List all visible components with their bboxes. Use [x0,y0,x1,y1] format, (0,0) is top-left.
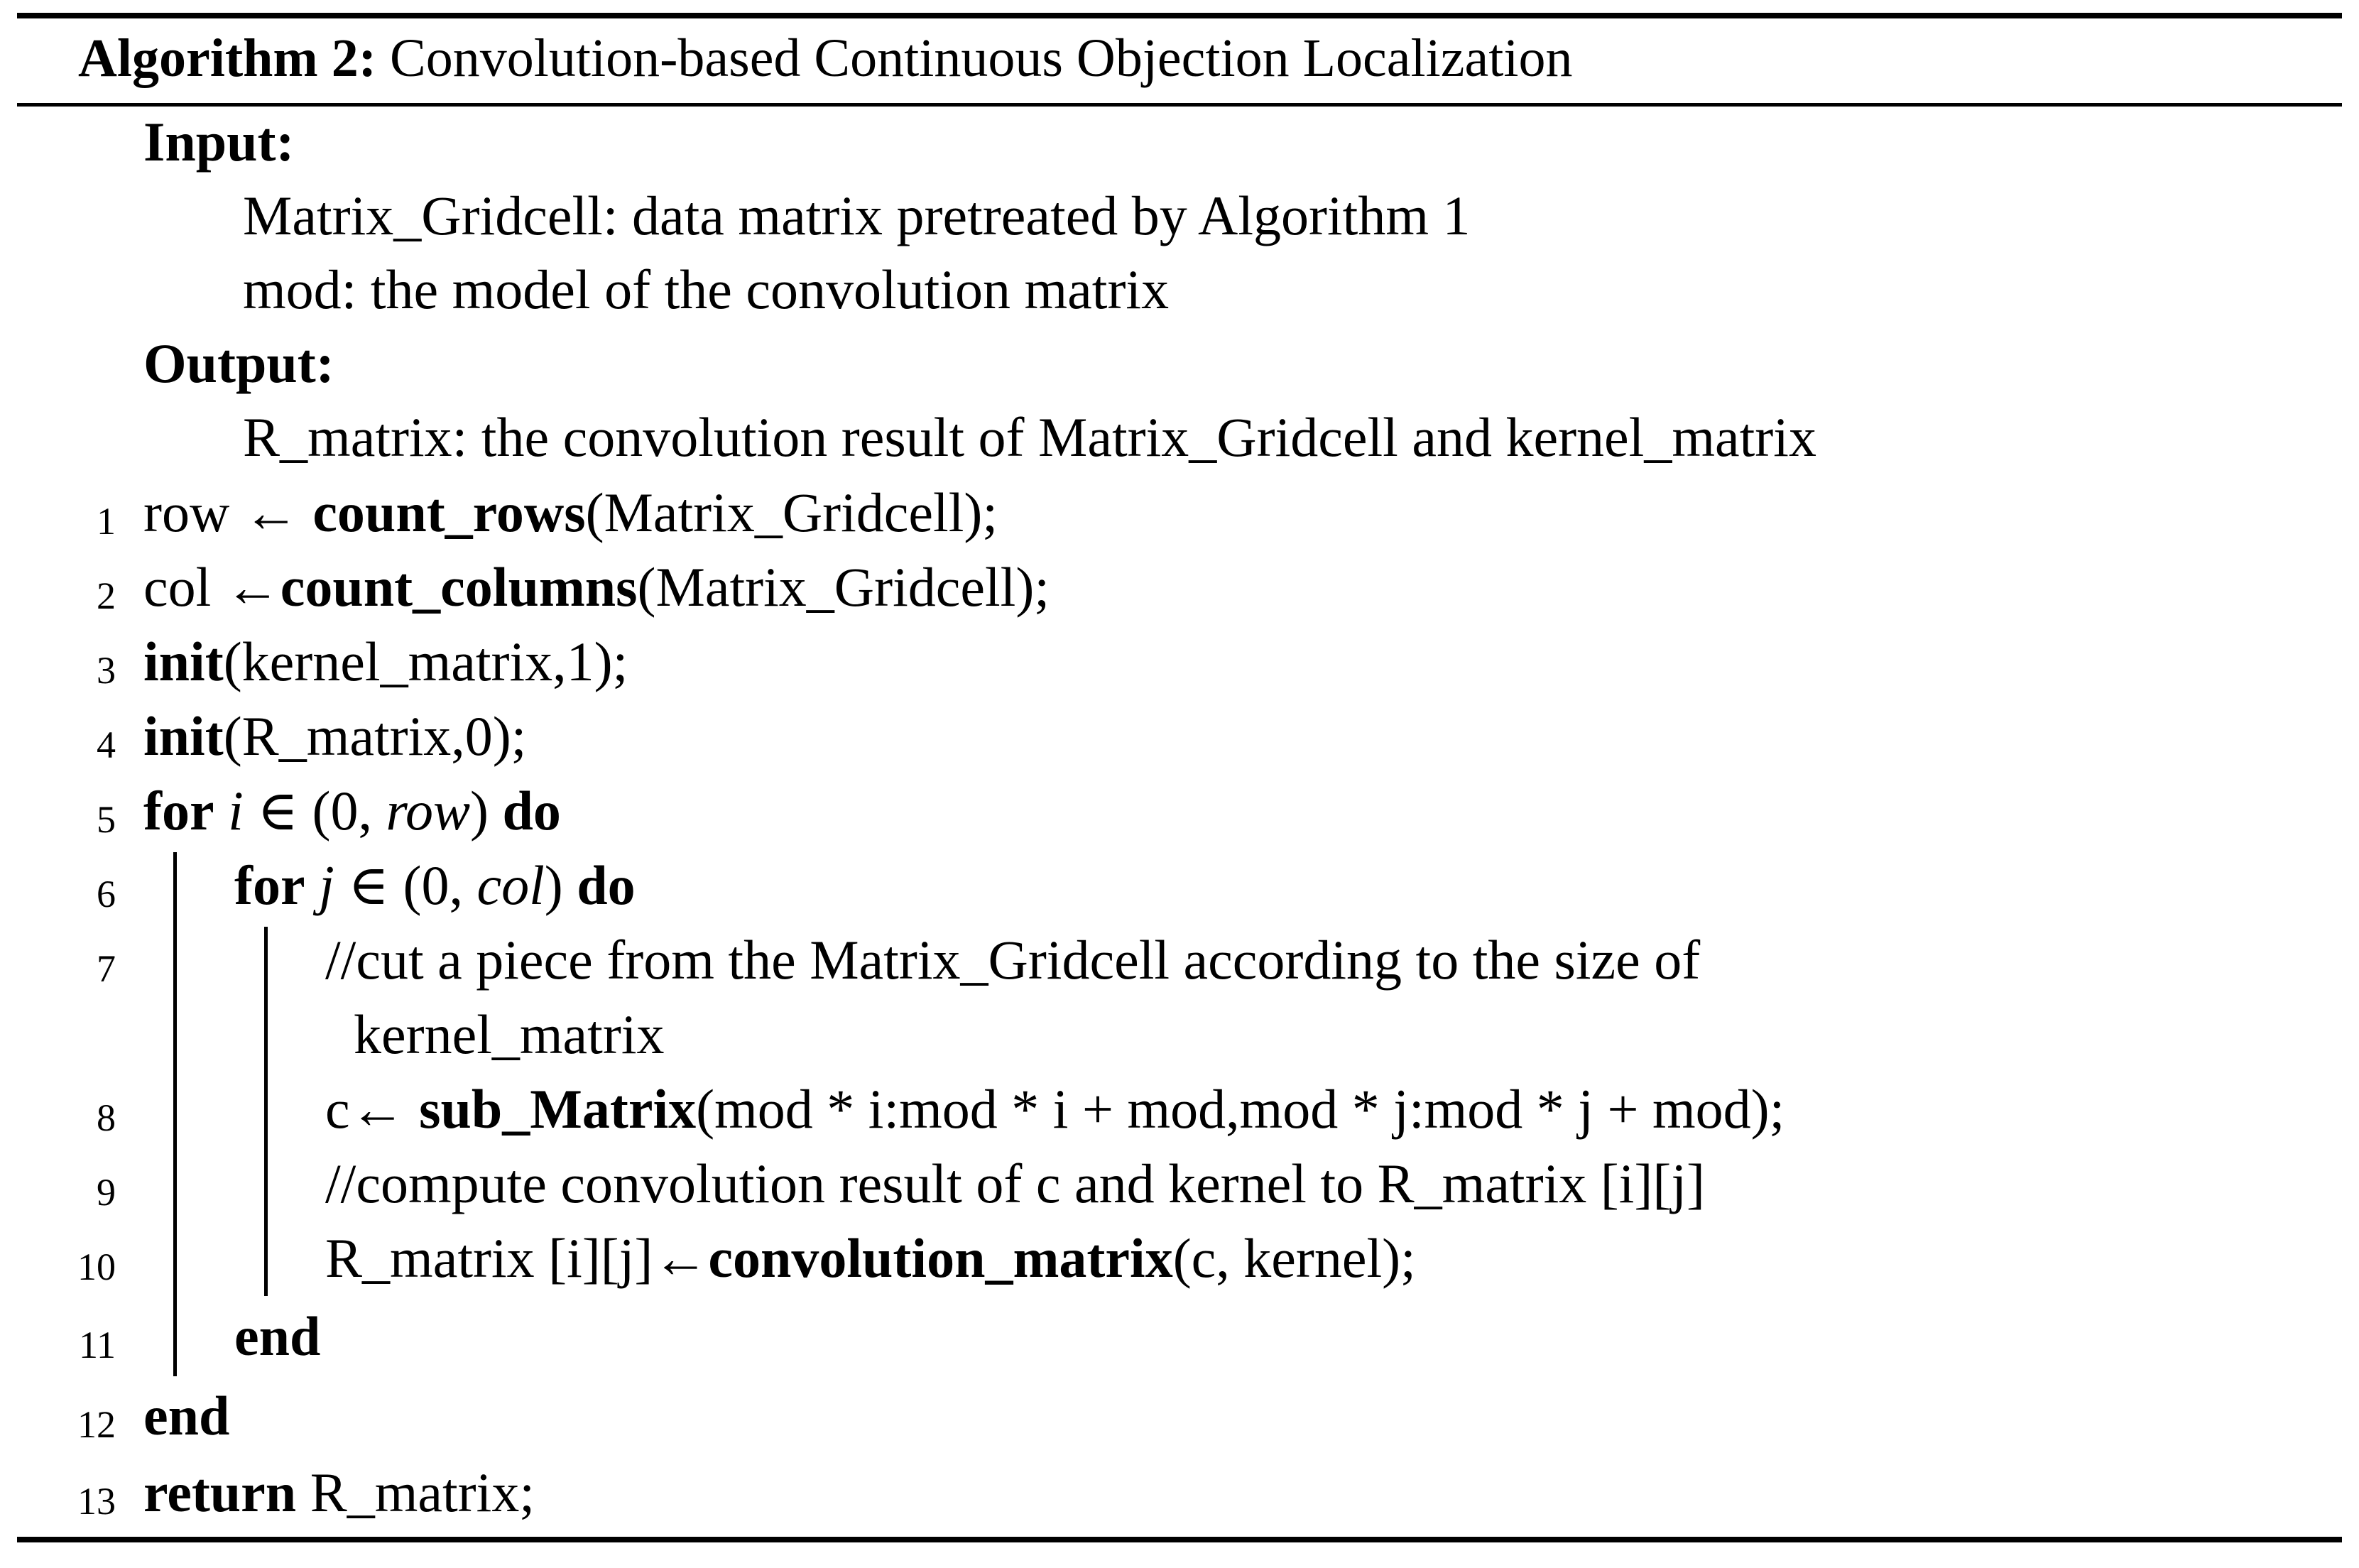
line-code [234,1300,320,1373]
comment: //cut a piece from the Matrix_Gridcell according to the size of [325,929,1701,991]
algorithm-line [0,1221,2359,1295]
algorithm-line [0,1456,2359,1530]
algorithm-line [0,1072,2359,1146]
line-number: 1 [97,500,116,543]
caption-title: Convolution-based Continuous Objection Localization [390,28,1573,88]
line-code: for j ∈ (0, col) do [234,854,636,916]
keyword: end [234,1305,321,1367]
line-number: 13 [77,1480,116,1523]
keyword: do [577,854,636,916]
algorithm-line [0,849,2359,922]
line-code [143,1379,229,1453]
line-number: 6 [97,873,116,915]
algorithm-line [0,550,2359,624]
line-code: col ←count_columns(Matrix_Gridcell); [143,556,1050,618]
keyword: count_columns [280,556,638,618]
algorithm-line [0,1379,2359,1453]
line-number: 5 [97,798,116,841]
algorithm-line [0,923,2359,997]
output-item: R_matrix: the convolution result of Matrix_Gridcell and kernel_matrix [243,406,1816,468]
keyword: end [143,1385,230,1447]
caption-rule [17,103,2342,107]
algorithm-line [0,1300,2359,1373]
line-number: 8 [97,1096,116,1139]
line-number: 4 [97,724,116,766]
line-code: return R_matrix; [143,1461,535,1523]
keyword: init [143,631,224,692]
algorithm-line [0,699,2359,773]
line-number: 12 [77,1403,116,1446]
line-number: 10 [77,1246,116,1288]
keyword: return [143,1461,297,1523]
keyword: sub_Matrix [419,1078,697,1140]
output-heading: Output: [143,332,334,394]
keyword: convolution_matrix [708,1227,1173,1289]
keyword: for [143,780,214,842]
algorithm-caption [78,21,1572,95]
line-code: init(R_matrix,0); [143,705,527,767]
top-rule [17,13,2342,18]
keyword: count_rows [312,481,586,543]
algorithm-line [0,625,2359,699]
line-number: 9 [97,1171,116,1214]
line-code: c← sub_Matrix(mod * i:mod * i + mod,mod * j:mod * j + mod); [325,1078,1785,1140]
line-code: for i ∈ (0, row) do [143,780,561,842]
keyword: for [234,854,305,916]
algorithm-line-continuation [0,998,2359,1072]
input-item: Matrix_Gridcell: data matrix pretreated by Algorithm 1 [243,185,1471,246]
keyword: do [502,780,561,842]
comment: //compute convolution result of c and kernel to R_matrix [i][j] [325,1153,1705,1214]
line-code: init(kernel_matrix,1); [143,631,628,692]
bottom-rule [17,1537,2342,1542]
line-code: R_matrix [i][j]←convolution_matrix(c, kernel); [325,1227,1416,1289]
caption-label: Algorithm 2: [78,28,377,88]
line-number: 2 [97,575,116,617]
comment-continuation: kernel_matrix [354,1003,665,1065]
line-number: 7 [97,947,116,990]
line-number: 3 [97,649,116,692]
input-heading: Input: [143,111,295,173]
algorithm-line [0,1147,2359,1221]
algorithm-line [0,774,2359,848]
input-item: mod: the model of the convolution matrix [243,258,1170,320]
algorithm-line [0,476,2359,550]
keyword: init [143,705,224,767]
line-number: 11 [79,1324,116,1366]
line-code: row ← count_rows(Matrix_Gridcell); [143,481,998,543]
inner-block-bar [264,927,268,1296]
outer-block-bar [173,852,177,1376]
